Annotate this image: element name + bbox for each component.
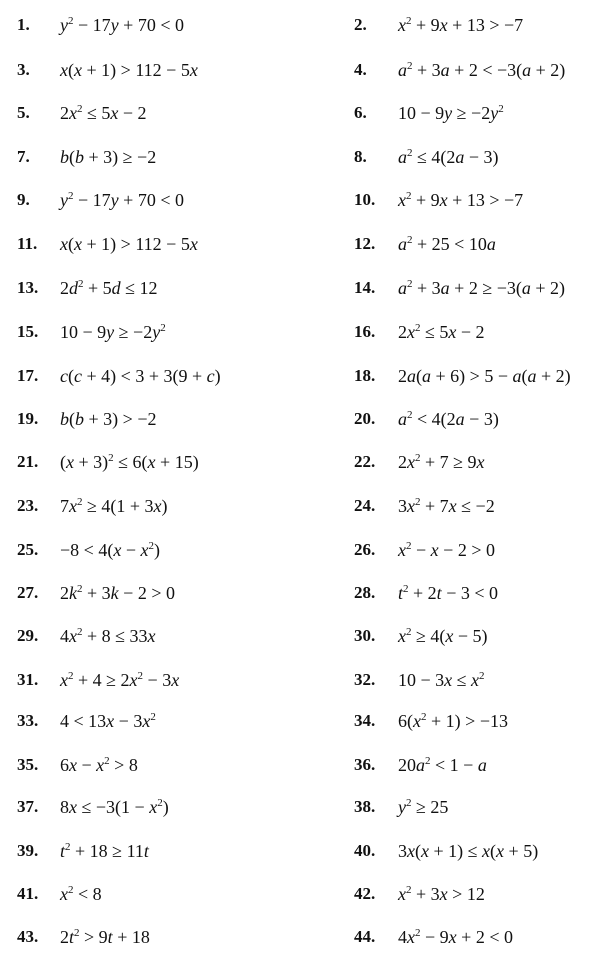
problem-expression: $x^2 + 9x + 13 > -7$ [398, 190, 524, 210]
problem-number: 39. [17, 841, 39, 860]
problem-expression: $a^2 + 3a + 2 < -3(a + 2)$ [398, 60, 566, 80]
problem-expression: $a^2 < 4(2a - 3)$ [398, 409, 499, 429]
problem-number: 41. [17, 884, 39, 903]
problem-item [300, 578, 607, 608]
problem-expression: $t^2 + 2t - 3 < 0$ [398, 583, 498, 603]
problem-item [300, 491, 607, 521]
problem-item [0, 55, 300, 85]
problem-item [0, 491, 300, 521]
problem-expression: b(b + 3) > −2 [60, 409, 157, 429]
problem-number: 24. [354, 496, 376, 515]
problem-expression: $(x + 3)^2 \le 6(x + 15)$ [60, 452, 199, 472]
problem-number: 4. [354, 60, 367, 79]
problem-number: 22. [354, 452, 376, 471]
problem-number: 32. [354, 670, 376, 689]
problem-item [300, 98, 607, 128]
problem-item [0, 447, 300, 477]
problem-number: 11. [17, 234, 38, 253]
problem-expression: 2a(a + 6) > 5 − a(a + 2) [398, 366, 571, 386]
problem-item [300, 317, 607, 347]
problem-item [0, 792, 300, 822]
problem-expression: $2d^2 + 5d \le 12$ [60, 278, 158, 298]
problem-number: 7. [17, 147, 30, 166]
problem-expression: $2x^2 \le 5x - 2$ [60, 103, 147, 123]
problem-number: 40. [354, 841, 376, 860]
problem-number: 21. [17, 452, 39, 471]
problem-number: 12. [354, 234, 376, 253]
problem-number: 36. [354, 755, 376, 774]
problem-number: 9. [17, 190, 30, 209]
problem-expression: $6x - x^2 > 8$ [60, 755, 138, 775]
problem-item [300, 185, 607, 215]
problem-expression: $3x^2 + 7x \le -2$ [398, 496, 495, 516]
problem-number: 27. [17, 583, 39, 602]
problem-number: 44. [354, 927, 376, 946]
problem-number: 20. [354, 409, 376, 428]
problem-item [300, 535, 607, 565]
problem-number: 37. [17, 797, 39, 816]
problem-expression: $2x^2 \le 5x - 2$ [398, 322, 485, 342]
problem-number: 34. [354, 711, 376, 730]
problem-item [0, 273, 300, 303]
problem-number: 19. [17, 409, 39, 428]
problem-item [0, 185, 300, 215]
problem-number: 43. [17, 927, 39, 946]
problem-expression: $x^2 + 9x + 13 > -7$ [398, 15, 524, 35]
problem-expression: b(b + 3) ≥ −2 [60, 147, 157, 167]
problem-expression: $y^2 - 17y + 70 < 0$ [60, 190, 184, 210]
problem-number: 35. [17, 755, 39, 774]
problem-item [300, 922, 607, 952]
problem-expression: $x^2 + 4 \ge 2x^2 - 3x$ [60, 670, 180, 690]
problem-item [300, 404, 607, 434]
problem-number: 5. [17, 103, 30, 122]
problem-number: 42. [354, 884, 376, 903]
problem-item [0, 706, 300, 736]
problem-item [300, 273, 607, 303]
problem-item [300, 836, 607, 866]
problem-number: 3. [17, 60, 30, 79]
problem-number: 29. [17, 626, 39, 645]
problem-expression: $4x^2 + 8 \le 33x$ [60, 626, 156, 646]
problem-item [0, 404, 300, 434]
problem-expression: $10 - 9y \ge -2y^2$ [398, 103, 504, 123]
problem-item [0, 665, 300, 695]
problem-number: 15. [17, 322, 39, 341]
problem-item [0, 98, 300, 128]
problem-item [0, 317, 300, 347]
problem-item [300, 55, 607, 85]
problem-expression: $6(x^2 + 1) > -13$ [398, 711, 508, 731]
problem-expression: $2t^2 > 9t + 18$ [60, 927, 150, 947]
problem-expression: $8x \le -3(1 - x^2)$ [60, 797, 169, 817]
problem-item [300, 229, 607, 259]
problem-number: 17. [17, 366, 39, 385]
problem-item [300, 706, 607, 736]
problem-item [0, 578, 300, 608]
problem-expression: x(x + 1) > 112 − 5x [60, 234, 198, 254]
problem-number: 18. [354, 366, 376, 385]
problem-expression: $20a^2 < 1 - a$ [398, 755, 487, 775]
problem-item [0, 836, 300, 866]
problem-expression: $a^2 + 25 < 10a$ [398, 234, 496, 254]
problem-expression: $10 - 3x \le x^2$ [398, 670, 485, 690]
problem-expression: $a^2 \le 4(2a - 3)$ [398, 147, 499, 167]
problem-expression: $4 < 13x - 3x^2$ [60, 711, 156, 731]
problem-item [0, 750, 300, 780]
problem-expression: $x^2 \ge 4(x - 5)$ [398, 626, 488, 646]
problem-item [300, 750, 607, 780]
problem-item [0, 621, 300, 651]
problem-item [300, 792, 607, 822]
problem-expression: 3x(x + 1) ≤ x(x + 5) [398, 841, 539, 861]
problem-number: 1. [17, 15, 30, 34]
problem-item [0, 229, 300, 259]
problem-number: 28. [354, 583, 376, 602]
problem-item [0, 361, 300, 391]
problem-expression: $x^2 < 8$ [60, 884, 102, 904]
problem-expression: $a^2 + 3a + 2 \ge -3(a + 2)$ [398, 278, 566, 298]
problem-item [0, 142, 300, 172]
problem-expression: $2k^2 + 3k - 2 > 0$ [60, 583, 175, 603]
problem-expression: $t^2 + 18 \ge 11t$ [60, 841, 149, 861]
problem-item [0, 535, 300, 565]
problem-expression: $y^2 - 17y + 70 < 0$ [60, 15, 184, 35]
problem-item [300, 142, 607, 172]
problem-item [300, 10, 607, 40]
problem-expression: $2x^2 + 7 \ge 9x$ [398, 452, 485, 472]
problem-item [300, 665, 607, 695]
problem-expression: $4x^2 - 9x + 2 < 0$ [398, 927, 513, 947]
problem-expression: $7x^2 \ge 4(1 + 3x)$ [60, 496, 168, 516]
problem-expression: $x^2 - x - 2 > 0$ [398, 540, 495, 560]
problem-item [300, 361, 607, 391]
problem-expression: $-8 < 4(x - x^2)$ [60, 540, 160, 560]
problem-number: 2. [354, 15, 367, 34]
problem-item [0, 879, 300, 909]
problem-number: 10. [354, 190, 376, 209]
problem-item [0, 922, 300, 952]
problem-number: 16. [354, 322, 376, 341]
problem-number: 33. [17, 711, 39, 730]
problem-item [300, 879, 607, 909]
problem-number: 8. [354, 147, 367, 166]
problem-expression: $y^2 \ge 25$ [398, 797, 449, 817]
problem-number: 23. [17, 496, 39, 515]
problem-number: 13. [17, 278, 39, 297]
problem-number: 25. [17, 540, 39, 559]
problem-number: 6. [354, 103, 367, 122]
problem-number: 30. [354, 626, 376, 645]
problem-number: 26. [354, 540, 376, 559]
problem-number: 31. [17, 670, 39, 689]
problem-expression: x(x + 1) > 112 − 5x [60, 60, 198, 80]
problem-expression: $x^2 + 3x > 12$ [398, 884, 485, 904]
problem-number: 14. [354, 278, 376, 297]
problem-item [300, 447, 607, 477]
problem-expression: $10 - 9y \ge -2y^2$ [60, 322, 166, 342]
problem-item [300, 621, 607, 651]
problem-item [0, 10, 300, 40]
problem-expression: c(c + 4) < 3 + 3(9 + c) [60, 366, 221, 386]
problem-number: 38. [354, 797, 376, 816]
